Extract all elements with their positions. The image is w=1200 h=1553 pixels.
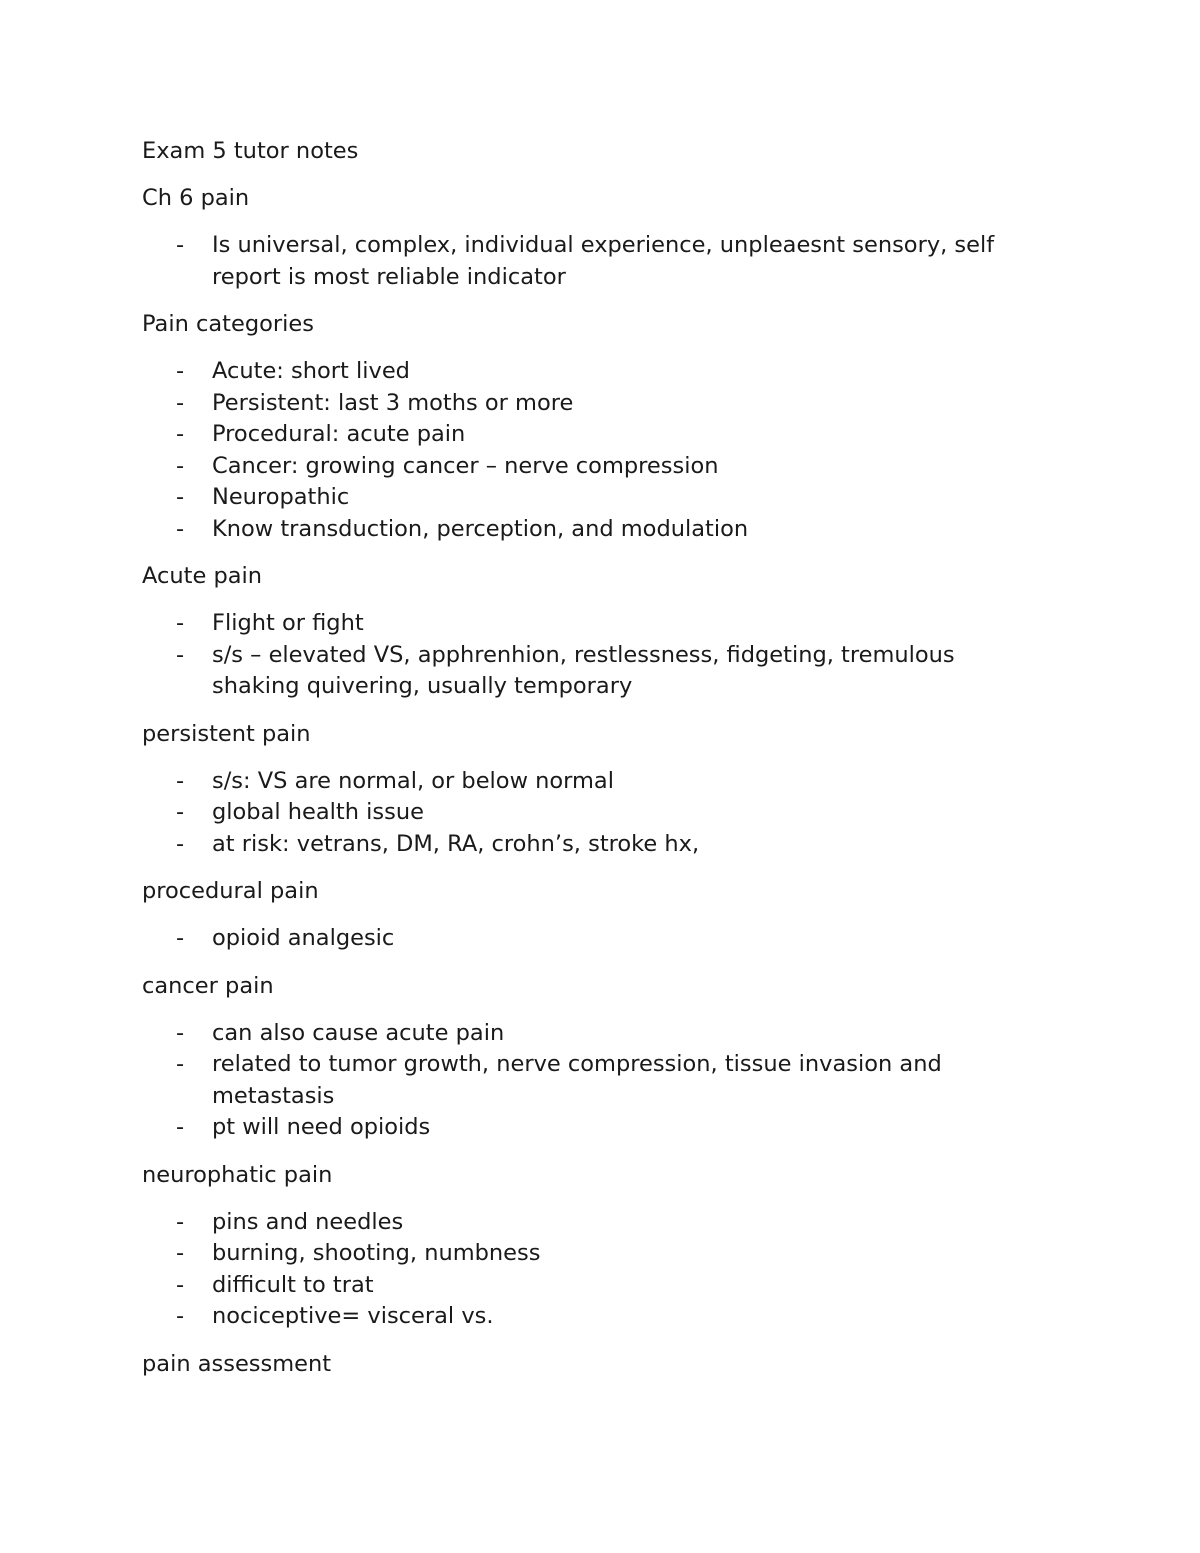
- section-heading: persistent pain: [142, 720, 311, 747]
- bullet-list: [142, 766, 1042, 861]
- section-persistent-pain: [142, 719, 1042, 877]
- bullet-dash: -: [176, 232, 185, 258]
- bullet-dash: -: [176, 1303, 185, 1329]
- section-pain-assessment: [142, 1349, 1042, 1380]
- section-acute-pain: [142, 561, 1042, 719]
- list-item: - global health issue: [142, 797, 1042, 829]
- document-title: Exam 5 tutor notes: [142, 138, 359, 164]
- list-item: - Is universal, complex, individual experience, unpleaesnt sensory, self report is most reliable indicator: [176, 232, 995, 290]
- list-item: - at risk: vetrans, DM, RA, crohn’s, stroke hx,: [142, 829, 1042, 861]
- bullet-dash: -: [176, 1051, 185, 1077]
- list-item: - opioid analgesic: [142, 923, 1042, 955]
- bullet-dash: -: [176, 767, 185, 794]
- bullet-list: [142, 1018, 1042, 1144]
- bullet-dash: -: [176, 641, 185, 668]
- bullet-list: [142, 1207, 1042, 1333]
- section-heading: Ch 6 pain: [142, 185, 250, 211]
- list-item: - related to tumor growth, nerve compression, tissue invasion and metastasis: [176, 1051, 942, 1109]
- list-item: - nociceptive= visceral vs.: [142, 1301, 1042, 1333]
- section-heading: Acute pain: [142, 563, 263, 589]
- section-pain-categories: [142, 309, 1042, 561]
- list-item: - Flight or fight: [142, 608, 1042, 640]
- bullet-dash: -: [176, 610, 185, 636]
- bullet-dash: -: [176, 925, 185, 951]
- section-ch6-pain: [142, 183, 1042, 309]
- bullet-dash: -: [176, 421, 185, 447]
- list-item: - pins and needles: [142, 1207, 1042, 1239]
- bullet-dash: -: [176, 1208, 185, 1235]
- list-item: - Procedural: acute pain: [142, 419, 1042, 451]
- bullet-list: [142, 356, 1042, 545]
- bullet-dash: -: [176, 452, 185, 479]
- section-heading: cancer pain: [142, 972, 274, 999]
- bullet-dash: -: [176, 799, 185, 825]
- bullet-list: [142, 608, 1042, 703]
- bullet-dash: -: [176, 389, 185, 416]
- list-item: - Neuropathic: [142, 482, 1042, 514]
- list-item: - difficult to trat: [142, 1270, 1042, 1302]
- bullet-dash: -: [176, 1114, 185, 1140]
- section-heading: neurophatic pain: [142, 1161, 333, 1188]
- bullet-dash: -: [176, 515, 185, 542]
- document-page: [142, 136, 1042, 1380]
- list-item: - can also cause acute pain: [142, 1018, 1042, 1050]
- list-item: - s/s: VS are normal, or below normal: [142, 766, 1042, 798]
- list-item: - Know transduction, perception, and modulation: [142, 514, 1042, 546]
- bullet-list: [142, 923, 1042, 955]
- bullet-list: [142, 230, 1042, 293]
- section-neurophatic-pain: [142, 1160, 1042, 1349]
- section-heading: pain assessment: [142, 1350, 332, 1377]
- bullet-dash: -: [176, 484, 185, 510]
- bullet-dash: -: [176, 1271, 185, 1298]
- bullet-dash: -: [176, 830, 185, 857]
- list-item: - burning, shooting, numbness: [142, 1238, 1042, 1270]
- section-cancer-pain: [142, 971, 1042, 1160]
- section-heading: procedural pain: [142, 878, 319, 904]
- section-heading: Pain categories: [142, 311, 314, 337]
- bullet-dash: -: [176, 1019, 185, 1046]
- bullet-dash: -: [176, 1240, 185, 1266]
- list-item: - Acute: short lived: [142, 356, 1042, 388]
- list-item: - Cancer: growing cancer – nerve compression: [142, 451, 1042, 483]
- section-procedural-pain: [142, 876, 1042, 971]
- list-item: - s/s – elevated VS, apphrenhion, restlessness, fidgeting, tremulous shaking quivering, usually temporary: [176, 641, 955, 699]
- list-item: - Persistent: last 3 moths or more: [142, 388, 1042, 420]
- bullet-dash: -: [176, 358, 185, 384]
- list-item: - pt will need opioids: [142, 1112, 1042, 1144]
